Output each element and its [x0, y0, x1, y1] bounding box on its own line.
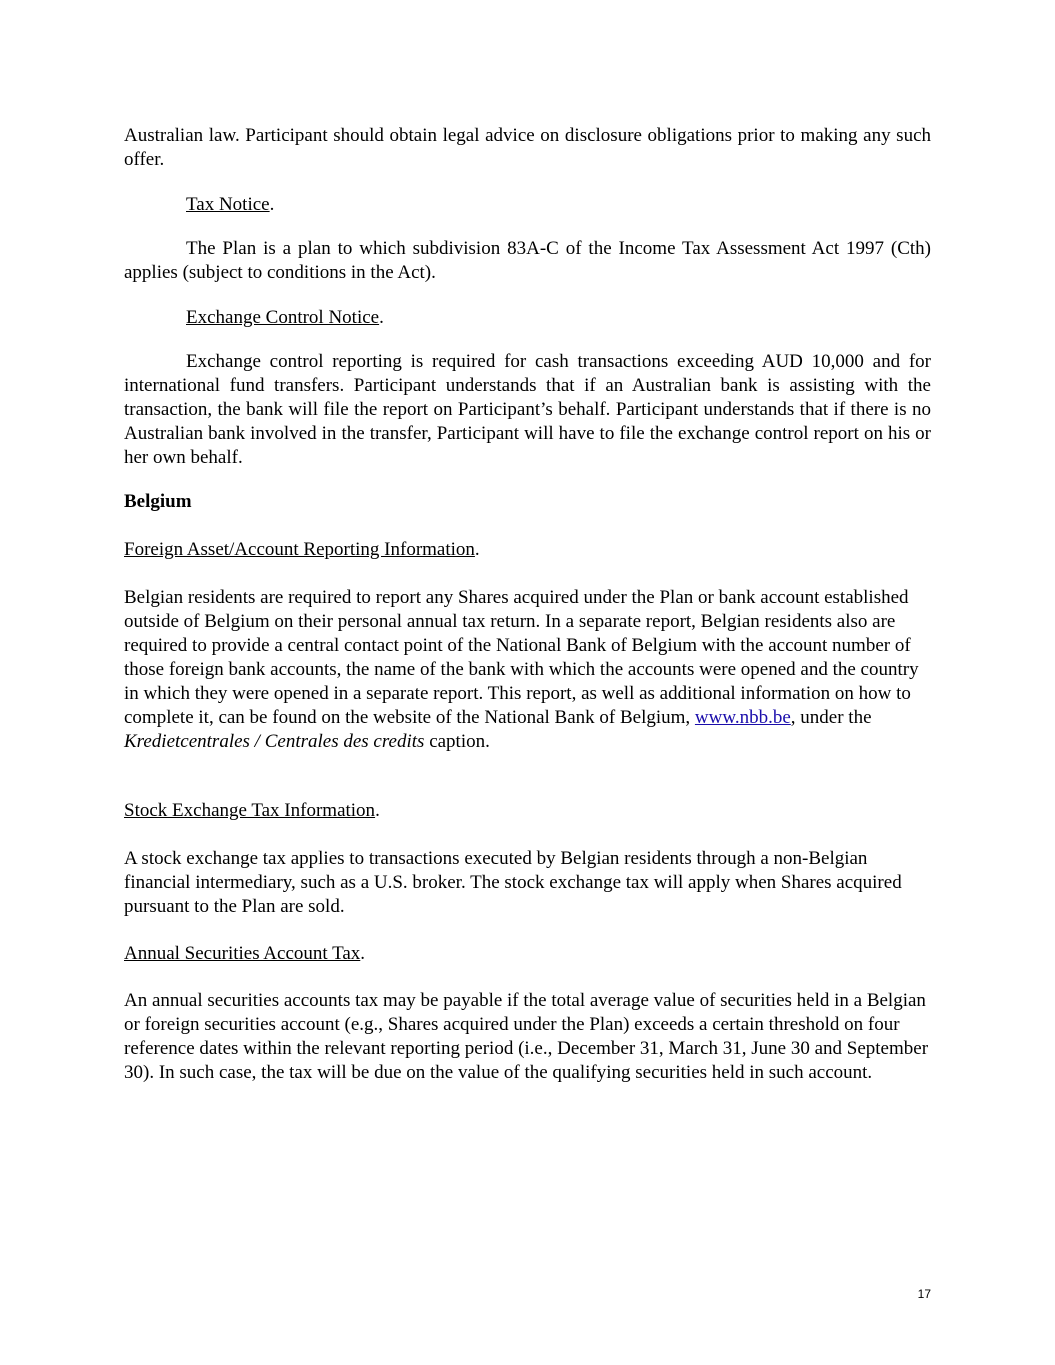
nbb-website-link[interactable]: www.nbb.be	[694, 707, 791, 728]
stock-exchange-paragraph	[124, 847, 914, 919]
tax-notice-paragraph	[124, 237, 931, 285]
foreign-asset-caption-name: Kredietcentrales / Centrales des credits	[124, 731, 425, 752]
foreign-asset-text-2: , under the	[790, 707, 872, 728]
stock-exchange-text: A stock exchange tax applies to transactions executed by Belgian residents through a non-Belgian financial intermediary, such as a U.S. broker. The stock exchange tax will apply when Shares acquired pursuant to the Plan are sold.	[124, 848, 902, 917]
country-heading-belgium	[124, 490, 931, 514]
stock-exchange-heading: Stock Exchange Tax Information.	[124, 800, 380, 821]
foreign-asset-text-3: caption.	[424, 731, 490, 752]
exchange-control-paragraph	[124, 350, 931, 470]
foreign-asset-paragraph	[124, 586, 931, 754]
tax-notice-heading: Tax Notice.	[186, 194, 275, 215]
page-number: 17	[917, 1287, 931, 1301]
annual-tax-heading-text: Annual Securities Account Tax	[124, 943, 361, 964]
country-heading-text: Belgium	[124, 491, 192, 512]
stock-exchange-heading-text: Stock Exchange Tax Information	[124, 800, 376, 821]
annual-tax-text: An annual securities accounts tax may be payable if the total average value of securities held in a Belgian or foreign securities account (e.g., Shares acquired under the Plan) exceeds a certain threshold on four reference dates within the relevant reporting period (i.e., December 31, March 31, June 30 and September 30). In such case, the tax will be due on the value of the qualifying securities held in such account.	[124, 990, 929, 1083]
foreign-asset-text-1: Belgian residents are required to report any Shares acquired under the Plan or bank account established outside of Belgium on their personal annual tax return. In a separate report, Belgian residents also are required to provide a central contact point of the National Bank of Belgium with the account number of those foreign bank accounts, the name of the bank with which the accounts were opened and the country in which they were opened in a separate report. This report, as well as additional information on how to complete it, can be found on the website of the National Bank of Belgium,	[124, 587, 919, 728]
tax-notice-heading-text: Tax Notice	[186, 194, 270, 215]
intro-paragraph-text: Australian law. Participant should obtain legal advice on disclosure obligations prior to making any such offer.	[124, 125, 931, 170]
exchange-control-text: Exchange control reporting is required for cash transactions exceeding AUD 10,000 and for international fund transfers. Participant understands that if an Australian bank is assisting with the transaction, the bank will file the report on Participant’s behalf. Participant understands that if there is no Australian bank involved in the transfer, Participant will have to file the exchange control report on his or her own behalf.	[124, 351, 931, 468]
exchange-control-heading: Exchange Control Notice.	[186, 307, 384, 328]
annual-tax-heading: Annual Securities Account Tax.	[124, 943, 366, 964]
foreign-asset-heading: Foreign Asset/Account Reporting Information.	[124, 539, 480, 560]
foreign-asset-heading-text: Foreign Asset/Account Reporting Information	[124, 539, 475, 560]
annual-tax-paragraph	[124, 989, 931, 1085]
intro-paragraph	[124, 124, 931, 172]
tax-notice-text: The Plan is a plan to which subdivision 83A-C of the Income Tax Assessment Act 1997 (Cth) applies (subject to conditions in the Act).	[124, 238, 931, 283]
exchange-control-heading-text: Exchange Control Notice	[186, 307, 380, 328]
